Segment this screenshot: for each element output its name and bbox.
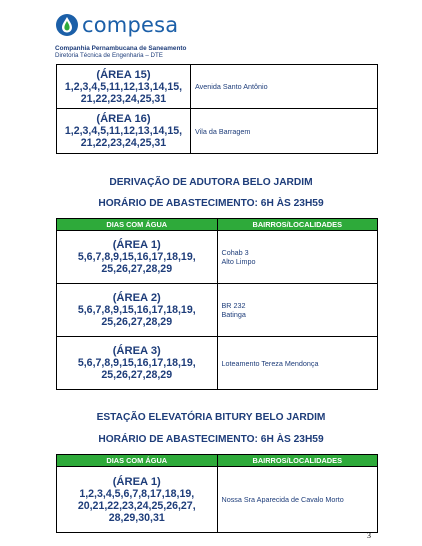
areas-table [56,218,378,390]
place-name: Cohab 3 [221,248,249,257]
place-name: Batinga [221,310,246,319]
days-list: 5,6,7,8,9,15,16,17,18,19, 25,26,27,28,29 [77,304,196,328]
area-label: (ÁREA 3) [112,345,161,357]
place-name: Avenida Santo Antônio [195,82,268,91]
days-cell [57,109,191,154]
place-name: BR 232 [221,301,246,310]
section-title: ESTAÇÃO ELEVATÓRIA BITURY BELO JARDIM [96,412,326,423]
area-label: (ÁREA 1) [112,239,161,251]
places-cell [217,467,378,533]
compesa-logo [55,12,178,38]
table-row [57,109,378,154]
days-cell [57,284,218,337]
page-number: 3 [367,531,371,540]
table-header-row [57,455,378,467]
area-label: (ÁREA 16) [96,113,151,125]
days-cell [57,65,191,109]
section-title: DERIVAÇÃO DE ADUTORA BELO JARDIM [109,177,313,188]
logo-text: compesa [82,13,179,37]
place-name: Alto Limpo [221,257,256,266]
places-cell [217,284,378,337]
place-name: Loteamento Tereza Mendonça [221,358,319,368]
days-list: 5,6,7,8,9,15,16,17,18,19, 25,26,27,28,29 [77,251,196,275]
places-header: BAIRROS/LOCALIDADES [217,455,378,467]
schedule-text: HORÁRIO DE ABASTECIMENTO: 6H ÀS 23H59 [98,198,324,209]
places-header: BAIRROS/LOCALIDADES [217,219,378,231]
days-cell [57,337,218,390]
water-drop-logo-icon [55,13,79,37]
area-label: (ÁREA 2) [112,292,161,304]
table-row [57,467,378,533]
directorate-name: Diretoria Técnica de Engenharia – DTE [55,52,163,59]
places-cell [191,65,378,109]
areas-table [56,454,378,533]
table-header-row [57,219,378,231]
days-header: DIAS COM ÁGUA [57,455,218,467]
days-list: 1,2,3,4,5,11,12,13,14,15, 21,22,23,24,25,31 [64,80,183,105]
days-list: 5,6,7,8,9,15,16,17,18,19, 25,26,27,28,29 [77,357,196,381]
table-row [57,231,378,284]
table-row [57,65,378,109]
days-cell [57,231,218,284]
days-list: 1,2,3,4,5,11,12,13,14,15, 21,22,23,24,25,31 [64,125,183,149]
days-cell [57,467,218,533]
place-name: Vila da Barragem [195,126,251,136]
table-row [57,284,378,337]
places-cell [217,337,378,390]
days-list: 1,2,3,4,5,6,7,8,17,18,19, 20,21,22,23,24,25,26,27, 28,29,30,31 [77,487,196,524]
table-row [57,337,378,390]
schedule-text: HORÁRIO DE ABASTECIMENTO: 6H ÀS 23H59 [98,434,324,445]
areas-table-continued [56,64,378,154]
area-label: (ÁREA 1) [112,475,161,488]
place-name: Nossa Sra Aparecida de Cavalo Morto [221,495,344,504]
area-label: (ÁREA 15) [96,68,151,81]
places-cell [191,109,378,154]
days-header: DIAS COM ÁGUA [57,219,218,231]
places-cell [217,231,378,284]
company-name: Companhia Pernambucana de Saneamento [55,45,187,52]
